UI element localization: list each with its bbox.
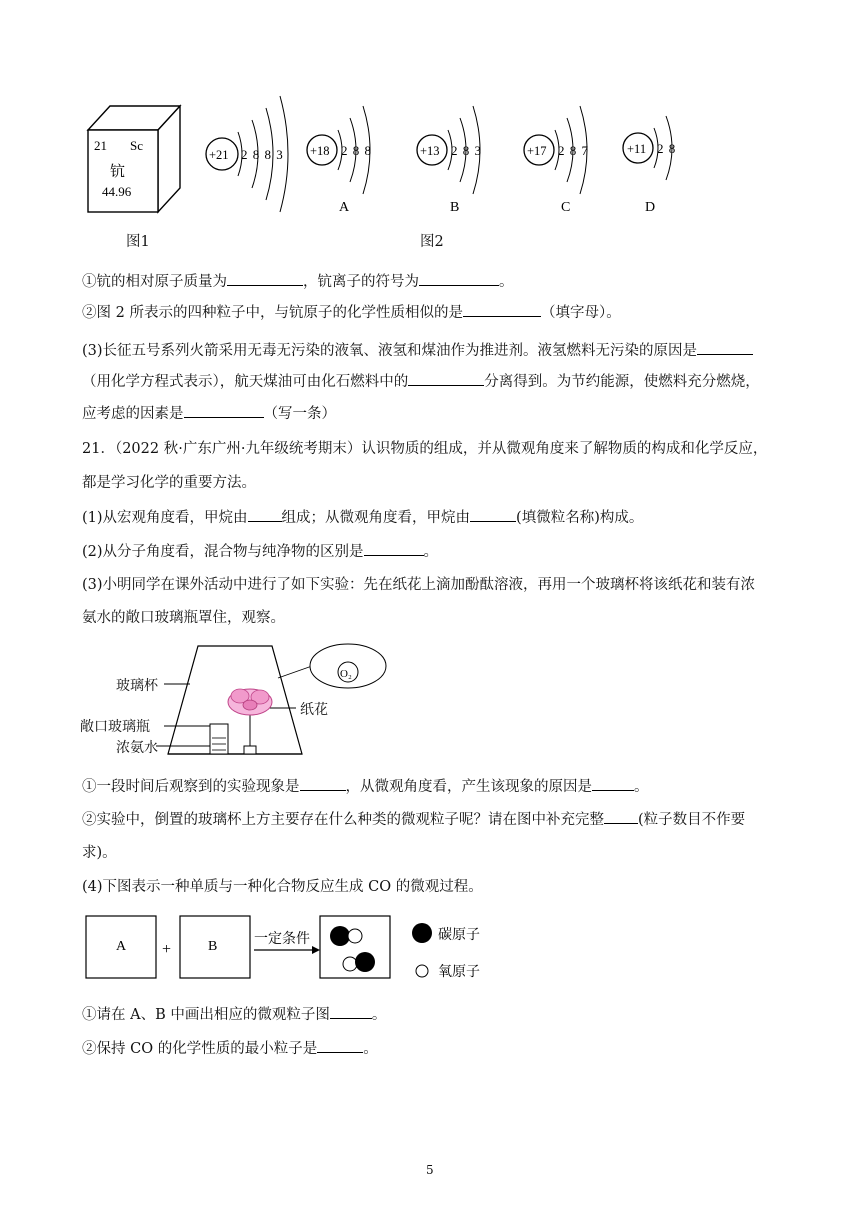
reaction-figure	[84, 912, 504, 982]
legend-oxygen-icon	[416, 965, 428, 977]
figure-1-caption: 图1	[126, 234, 150, 250]
sc-atom-diagram	[206, 96, 288, 212]
particle-bubble	[310, 644, 386, 688]
reaction-question-1: ①请在 A、B 中画出相应的微观粒子图 。	[82, 1004, 386, 1025]
answer-blank[interactable]	[184, 403, 264, 418]
plus-sign: +	[162, 941, 172, 958]
particle-b-nucleus: +13	[420, 144, 440, 158]
open-glass-bottle	[210, 724, 228, 754]
answer-blank[interactable]	[364, 541, 424, 556]
atomic-number: 21	[94, 138, 107, 153]
answer-blank[interactable]	[697, 340, 753, 355]
carbon-atom	[355, 952, 375, 972]
answer-blank[interactable]	[470, 507, 516, 522]
answer-blank[interactable]	[419, 271, 499, 286]
oxygen-atom	[348, 929, 362, 943]
particle-a-shells: 2 8 8	[341, 143, 372, 158]
particle-d-letter: D	[645, 200, 656, 215]
answer-blank[interactable]	[408, 371, 484, 386]
paper-flower	[228, 689, 272, 715]
element-card	[88, 106, 180, 212]
answer-blank[interactable]	[330, 1004, 372, 1019]
particle-c	[524, 106, 589, 215]
label-paper-flower: 纸花	[300, 702, 328, 718]
answer-blank[interactable]	[592, 776, 634, 791]
answer-blank[interactable]	[317, 1038, 363, 1053]
label-glass-cup: 玻璃杯	[116, 678, 158, 694]
particle-a	[307, 106, 372, 215]
legend-carbon-icon	[412, 923, 432, 943]
question-sc-mass-line: ①钪的相对原子质量为 ，钪离子的符号为 。	[82, 271, 514, 292]
label-open-bottle: 敞口玻璃瓶	[80, 719, 150, 735]
label-ammonia: 浓氨水	[116, 740, 158, 756]
answer-blank[interactable]	[300, 776, 346, 791]
element-name: 钪	[110, 164, 126, 180]
question-21-part3: (3)小明同学在课外活动中进行了如下实验：先在纸花上滴加酚酞溶液，再用一个玻璃杯将该纸花和装有浓	[82, 577, 756, 593]
figure-2-caption: 图2	[420, 234, 444, 250]
particle-d-nucleus: +11	[627, 142, 647, 156]
question-21-part1: (1)从宏观角度看，甲烷由 组成；从微观角度看，甲烷由 (填微粒名称)构成。	[82, 507, 643, 528]
answer-blank[interactable]	[248, 507, 282, 522]
answer-blank[interactable]	[604, 809, 638, 824]
particle-b-letter: B	[450, 200, 460, 215]
particle-a-letter: A	[339, 200, 350, 215]
atomic-mass: 44.96	[102, 184, 132, 199]
page-number: 5	[426, 1163, 434, 1177]
particle-c-shells: 2 8 7	[558, 143, 589, 158]
question-combustion-line: 应考虑的因素是 （写一条）	[82, 403, 336, 424]
particle-c-letter: C	[561, 200, 571, 215]
o2-label: O₂	[340, 668, 352, 680]
carbon-atom	[330, 926, 350, 946]
question-similar-particle-line: ②图 2 所表示的四种粒子中，与钪原子的化学性质相似的是 （填字母）。	[82, 302, 621, 323]
reaction-question-2: ②保持 CO 的化学性质的最小粒子是 。	[82, 1038, 378, 1059]
question-21-part4: (4)下图表示一种单质与一种化合物反应生成 CO 的微观过程。	[82, 879, 483, 895]
question-21-header-cont: 都是学习化学的重要方法。	[82, 475, 256, 491]
question-21-header: 21．（2022 秋·广东广州·九年级统考期末）认识物质的组成，并从微观角度来了解物质的构成和化学反应，	[82, 441, 768, 457]
question-rocket-fuel-line: (3)长征五号系列火箭采用无毒无污染的液氧、液氢和煤油作为推进剂。液氢燃料无污染的原因是	[82, 340, 753, 361]
particle-d-shells: 2 8	[657, 141, 677, 156]
answer-blank[interactable]	[463, 302, 541, 317]
answer-blank[interactable]	[227, 271, 303, 286]
particle-a-nucleus: +18	[310, 144, 330, 158]
box-b-label: B	[208, 939, 218, 954]
sc-nucleus-charge: +21	[209, 148, 229, 162]
condition-label: 一定条件	[254, 932, 310, 947]
sc-shell-electrons: 2 8 8 3	[241, 147, 284, 162]
particle-c-nucleus: +17	[527, 144, 547, 158]
box-a-label: A	[116, 939, 127, 954]
experiment-question-2: ②实验中，倒置的玻璃杯上方主要存在什么种类的微观粒子呢？请在图中补充完整 (粒子数目不作要	[82, 809, 745, 830]
question-kerosene-line: （用化学方程式表示），航天煤油可由化石燃料中的 分离得到。为节约能源，使燃料充分燃烧，	[82, 371, 760, 392]
question-21-part3-cont: 氨水的敞口玻璃瓶罩住，观察。	[82, 610, 285, 626]
legend-carbon-label: 碳原子	[438, 928, 480, 943]
element-symbol: Sc	[130, 138, 143, 153]
oxygen-atom	[343, 957, 357, 971]
experiment-question-1: ①一段时间后观察到的实验现象是 ，从微观角度看，产生该现象的原因是 。	[82, 776, 649, 797]
atom-structure-figure	[80, 88, 720, 248]
particle-b	[417, 106, 482, 215]
experiment-question-2-cont: 求)。	[82, 845, 117, 861]
particle-b-shells: 2 8 3	[451, 143, 482, 158]
legend-oxygen-label: 氧原子	[438, 965, 480, 980]
question-21-part2: (2)从分子角度看，混合物与纯净物的区别是 。	[82, 541, 438, 562]
particle-d	[623, 116, 676, 215]
